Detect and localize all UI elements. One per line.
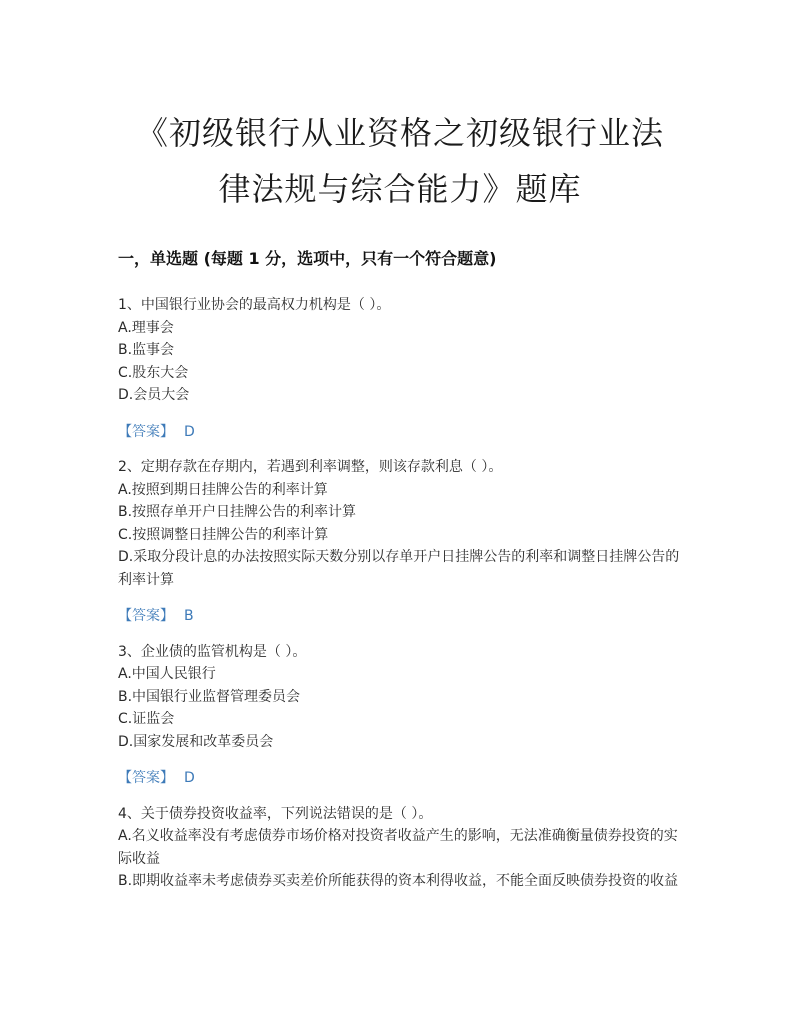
answer-line — [118, 605, 688, 628]
question-option: B.即期收益率未考虑债券买卖差价所能获得的资本利得收益，不能全面反映债券投资的收益 — [118, 873, 679, 889]
question-option: D.采取分段计息的办法按照实际天数分别以存单开户日挂牌公告的利率和调整日挂牌公告的利率计算 — [118, 549, 680, 588]
answer-label: 【答案】 — [118, 770, 174, 786]
question-option: B.监事会 — [118, 342, 175, 358]
question-option: C.按照调整日挂牌公告的利率计算 — [118, 526, 329, 543]
title-line-2: 律法规与综合能力》题库 — [218, 170, 582, 208]
question-option: B.中国银行业监督管理委员会 — [118, 688, 301, 705]
question-option: A.按照到期日挂牌公告的利率计算 — [118, 481, 328, 498]
question-option: C.股东大会 — [118, 364, 189, 381]
question-option: D.国家发展和改革委员会 — [118, 733, 274, 750]
question-item — [118, 294, 688, 443]
question-stem: 1、中国银行业协会的最高权力机构是（ ）。 — [118, 297, 391, 313]
question-item — [118, 803, 688, 893]
answer-value: D — [184, 770, 195, 786]
title-line-1: 《初级银行从业资格之初级银行业法 — [135, 114, 664, 152]
question-option: A.理事会 — [118, 319, 174, 336]
answer-line — [118, 421, 688, 444]
question-option: A.名义收益率没有考虑债券市场价格对投资者收益产生的影响，无法准确衡量债券投资的实际收益 — [118, 828, 678, 867]
question-stem: 4、关于债券投资收益率，下列说法错误的是（ ）。 — [118, 805, 433, 822]
question-option: D.会员大会 — [118, 387, 190, 403]
answer-label: 【答案】 — [118, 608, 174, 624]
question-list — [118, 294, 688, 893]
question-item — [118, 456, 688, 628]
question-option: C.证监会 — [118, 711, 175, 727]
section-heading: 一，单选题 (每题 1 分，选项中，只有一个符合题意) — [118, 249, 497, 268]
page-title — [100, 105, 700, 217]
question-item — [118, 641, 688, 790]
answer-label: 【答案】 — [118, 423, 174, 440]
answer-value: D — [184, 423, 195, 440]
question-stem: 3、企业债的监管机构是（ ）。 — [118, 643, 307, 660]
question-option: A.中国人民银行 — [118, 666, 216, 682]
question-option: B.按照存单开户日挂牌公告的利率计算 — [118, 504, 357, 520]
answer-line — [118, 767, 688, 790]
answer-value: B — [184, 608, 194, 624]
question-stem: 2、定期存款在存期内，若遇到利率调整，则该存款利息（ ）。 — [118, 459, 503, 475]
